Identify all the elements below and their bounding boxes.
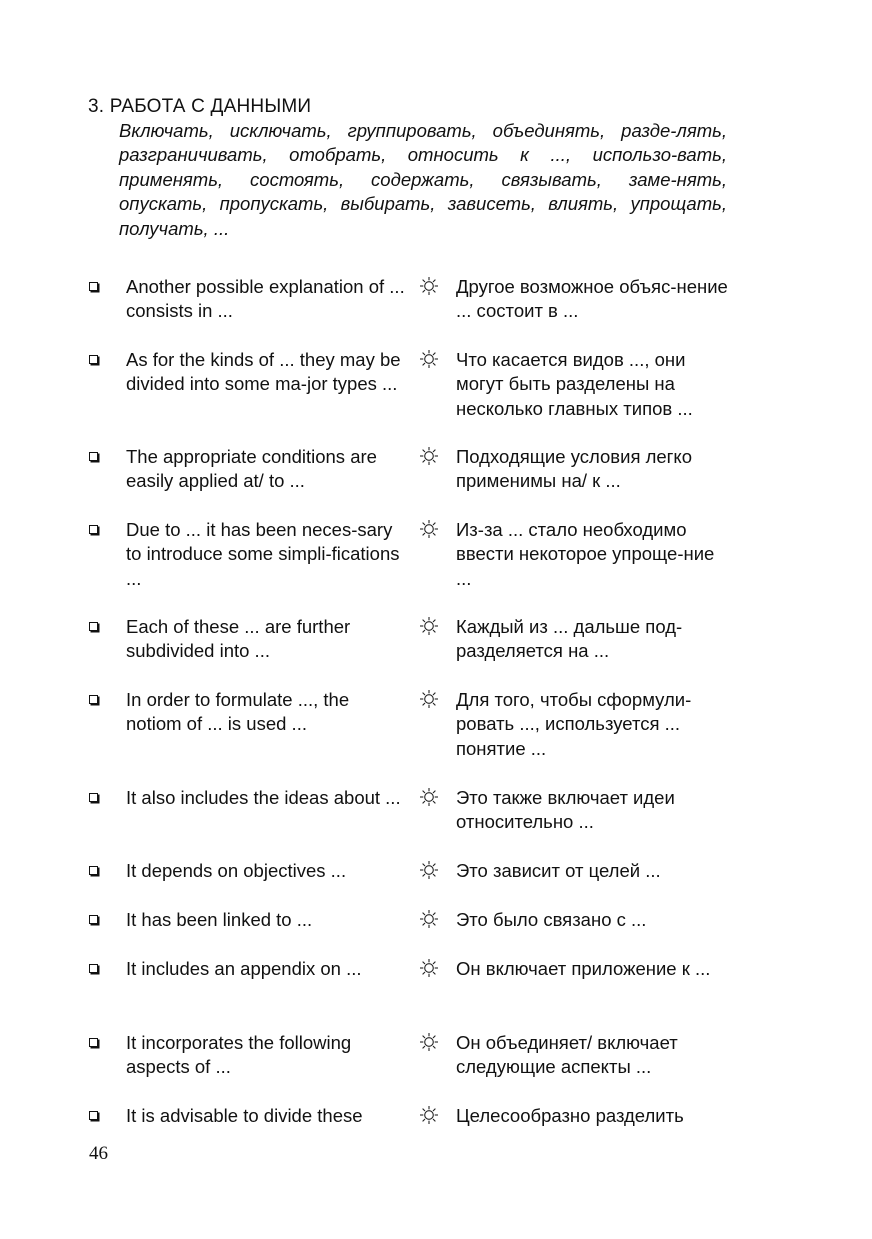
checkbox-icon: [89, 793, 98, 802]
english-phrase: It is advisable to divide these: [126, 1105, 363, 1126]
russian-translation: Это было связано с ...: [456, 909, 647, 930]
sun-icon: [419, 860, 439, 880]
english-phrase: As for the kinds of ... they may be divided into some ma-jor types ...: [126, 349, 401, 395]
english-phrase: Due to ... it has been neces-sary to introduce some simpli-fications ...: [126, 519, 400, 589]
section-intro: Включать, исключать, группировать, объединять, разде-лять, разграничивать, отобрать, относить к ..., использо-вать, применять, состоять, содержать, связывать, заме-нять, опускать, пропускать, выбирать, зависеть, влиять, упрощать, получать, ...: [119, 120, 727, 239]
checkbox-icon: [89, 525, 98, 534]
checkbox-icon: [89, 1038, 98, 1047]
checkbox-icon: [89, 866, 98, 875]
russian-translation: Подходящие условия легко применимы на/ к ...: [456, 446, 693, 492]
russian-translation: Что касается видов ..., они могут быть разделены на несколько главных типов ...: [456, 349, 693, 419]
sun-icon: [419, 519, 439, 539]
russian-translation: Целесообразно разделить: [456, 1105, 684, 1126]
russian-translation: Это зависит от целей ...: [456, 860, 661, 881]
russian-translation: Из-за ... стало необходимо ввести некоторое упроще-ние ...: [456, 519, 715, 589]
checkbox-icon: [89, 915, 98, 924]
english-phrase: The appropriate conditions are easily applied at/ to ...: [126, 446, 377, 492]
english-phrase: It also includes the ideas about ...: [126, 787, 401, 808]
sun-icon: [419, 1105, 439, 1125]
english-phrase: It has been linked to ...: [126, 909, 313, 930]
russian-translation: Это также включает идеи относительно ...: [456, 787, 675, 833]
sun-icon: [419, 1032, 439, 1052]
checkbox-icon: [89, 1111, 98, 1120]
sun-icon: [419, 787, 439, 807]
checkbox-icon: [89, 964, 98, 973]
russian-translation: Другое возможное объяс-нение ... состоит в ...: [456, 276, 728, 322]
sun-icon: [419, 616, 439, 636]
sun-icon: [419, 446, 439, 466]
checkbox-icon: [89, 695, 98, 704]
checkbox-icon: [89, 355, 98, 364]
sun-icon: [419, 689, 439, 709]
sun-icon: [419, 349, 439, 369]
sun-icon: [419, 909, 439, 929]
english-phrase: It depends on objectives ...: [126, 860, 347, 881]
page-number: 46: [89, 1143, 108, 1164]
english-phrase: Another possible explanation of ... consists in ...: [126, 276, 405, 322]
section-heading: 3. РАБОТА С ДАННЫМИ: [88, 96, 312, 117]
checkbox-icon: [89, 622, 98, 631]
russian-translation: Каждый из ... дальше под-разделяется на ...: [456, 616, 683, 662]
sun-icon: [419, 958, 439, 978]
russian-translation: Он объединяет/ включает следующие аспекты ...: [456, 1032, 678, 1078]
english-phrase: In order to formulate ..., the notiom of ... is used ...: [126, 689, 350, 735]
russian-translation: Для того, чтобы сформули-ровать ..., используется ... понятие ...: [456, 689, 692, 759]
checkbox-icon: [89, 452, 98, 461]
english-phrase: It incorporates the following aspects of ...: [126, 1032, 352, 1078]
english-phrase: Each of these ... are further subdivided into ...: [126, 616, 351, 662]
sun-icon: [419, 276, 439, 296]
russian-translation: Он включает приложение к ...: [456, 958, 711, 979]
checkbox-icon: [89, 282, 98, 291]
english-phrase: It includes an appendix on ...: [126, 958, 362, 979]
